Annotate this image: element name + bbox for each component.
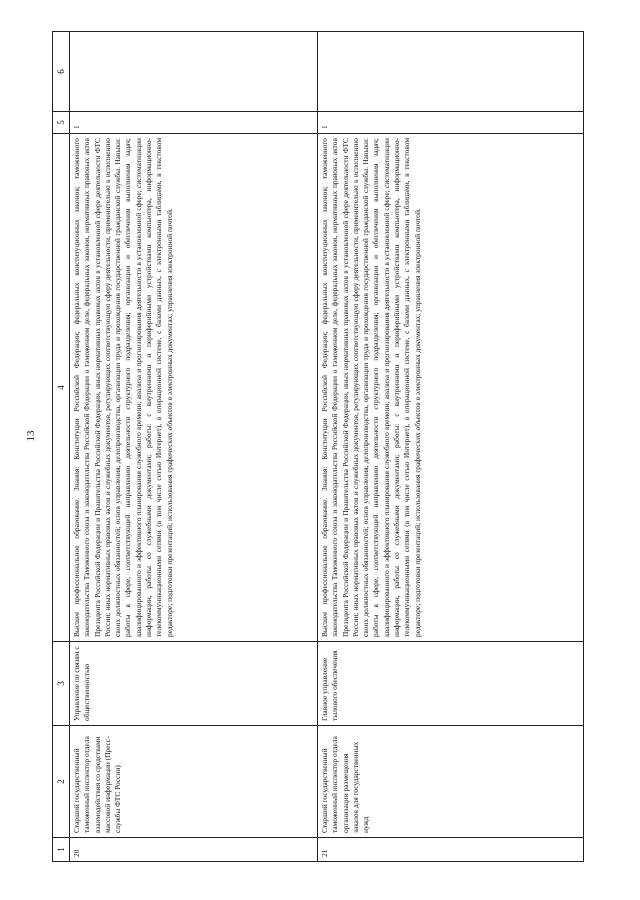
col6-cell (70, 32, 318, 112)
col-header-4: 4 (53, 134, 70, 642)
vacancy-count: 1 (318, 112, 584, 134)
vacancy-count: 1 (70, 112, 318, 134)
rotated-table-page (52, 32, 584, 862)
column-number-row (53, 32, 70, 862)
col-header-1: 1 (53, 838, 70, 862)
position-title: Старший государственный таможенный инспектор отдела взаимодействия со средствами массовой информации (Пресс-службы ФТС России) (70, 726, 318, 838)
positions-table (52, 31, 584, 862)
row-number: 20 (70, 838, 318, 862)
col-header-3: 3 (53, 642, 70, 726)
qualification-requirements: Высшее профессиональное образование. Знания: Конституции Российской Федерации; федеральных конституционных законов; таможенного законодательства Таможенного союза и законодательства Российской Федерации о таможенном деле, федеральных законов, нормативных правовых актов Президента Российской Федерации и Правительства Российской Федерации, иных нормативных правовых актов в установленной сфере деятельности ФТС России; иных нормативных правовых актов и служебных документов, регулирующих соответствующую сферу деятельности, применительно к исполнению своих должностных обязанностей; основ управления, делопроизводства, организации труда и прохождения государственной гражданской службы. Навыки: работы в сфере, соответствующей направлению деятельности структурного подразделения; организации и обеспечения выполнения задач; квалифицированного и эффективного планирования служебного времени; анализа и прогнозирования деятельности в установленной сфере; систематизации информации, работы со служебными документами; работы: с внутренними и периферийными устройствами компьютера, информационно-телекоммуникационными сетями (в том числе сетью Интернет), в операционной системе, с базами данных, с электронными таблицами, в текстовом редакторе; подготовки презентаций; использования графических объектов в электронных документах; управления электронной почтой. (318, 134, 584, 642)
col6-cell (318, 32, 584, 112)
department-name: Главное управление тылового обеспечения (318, 642, 584, 726)
table-row (318, 32, 584, 862)
col-header-6: 6 (53, 32, 70, 112)
col-header-5: 5 (53, 112, 70, 134)
row-number: 21 (318, 838, 584, 862)
table-row (70, 32, 318, 862)
position-title: Старший государственный таможенный инспектор отдела организации размещения заказов для государственных нужд (318, 726, 584, 838)
col-header-2: 2 (53, 726, 70, 838)
qualification-requirements: Высшее профессиональное образование. Знания: Конституции Российской Федерации; федеральных конституционных законов; таможенного законодательства Таможенного союза и законодательства Российской Федерации о таможенном деле, федеральных законов, нормативных правовых актов Президента Российской Федерации и Правительства Российской Федерации, иных нормативных правовых актов в установленной сфере деятельности ФТС России; иных нормативных правовых актов и служебных документов, регулирующих соответствующую сферу деятельности, применительно к исполнению своих должностных обязанностей; основ управления, делопроизводства, организации труда и прохождения государственной гражданской службы. Навыки: работы в сфере, соответствующей направлению деятельности структурного подразделения; организации и обеспечения выполнения задач; квалифицированного и эффективного планирования служебного времени; анализа и прогнозирования деятельности в установленной сфере; систематизации информации, работы со служебными документами; работы: с внутренними и периферийными устройствами компьютера, информационно-телекоммуникационными сетями (в том числе сетью Интернет), в операционной системе, с базами данных, с электронными таблицами, в текстовом редакторе; подготовки презентаций; использования графических объектов в электронных документах; управления электронной почтой. (70, 134, 318, 642)
page-number: 13 (25, 430, 37, 442)
department-name: Управление по связям с общественностью (70, 642, 318, 726)
